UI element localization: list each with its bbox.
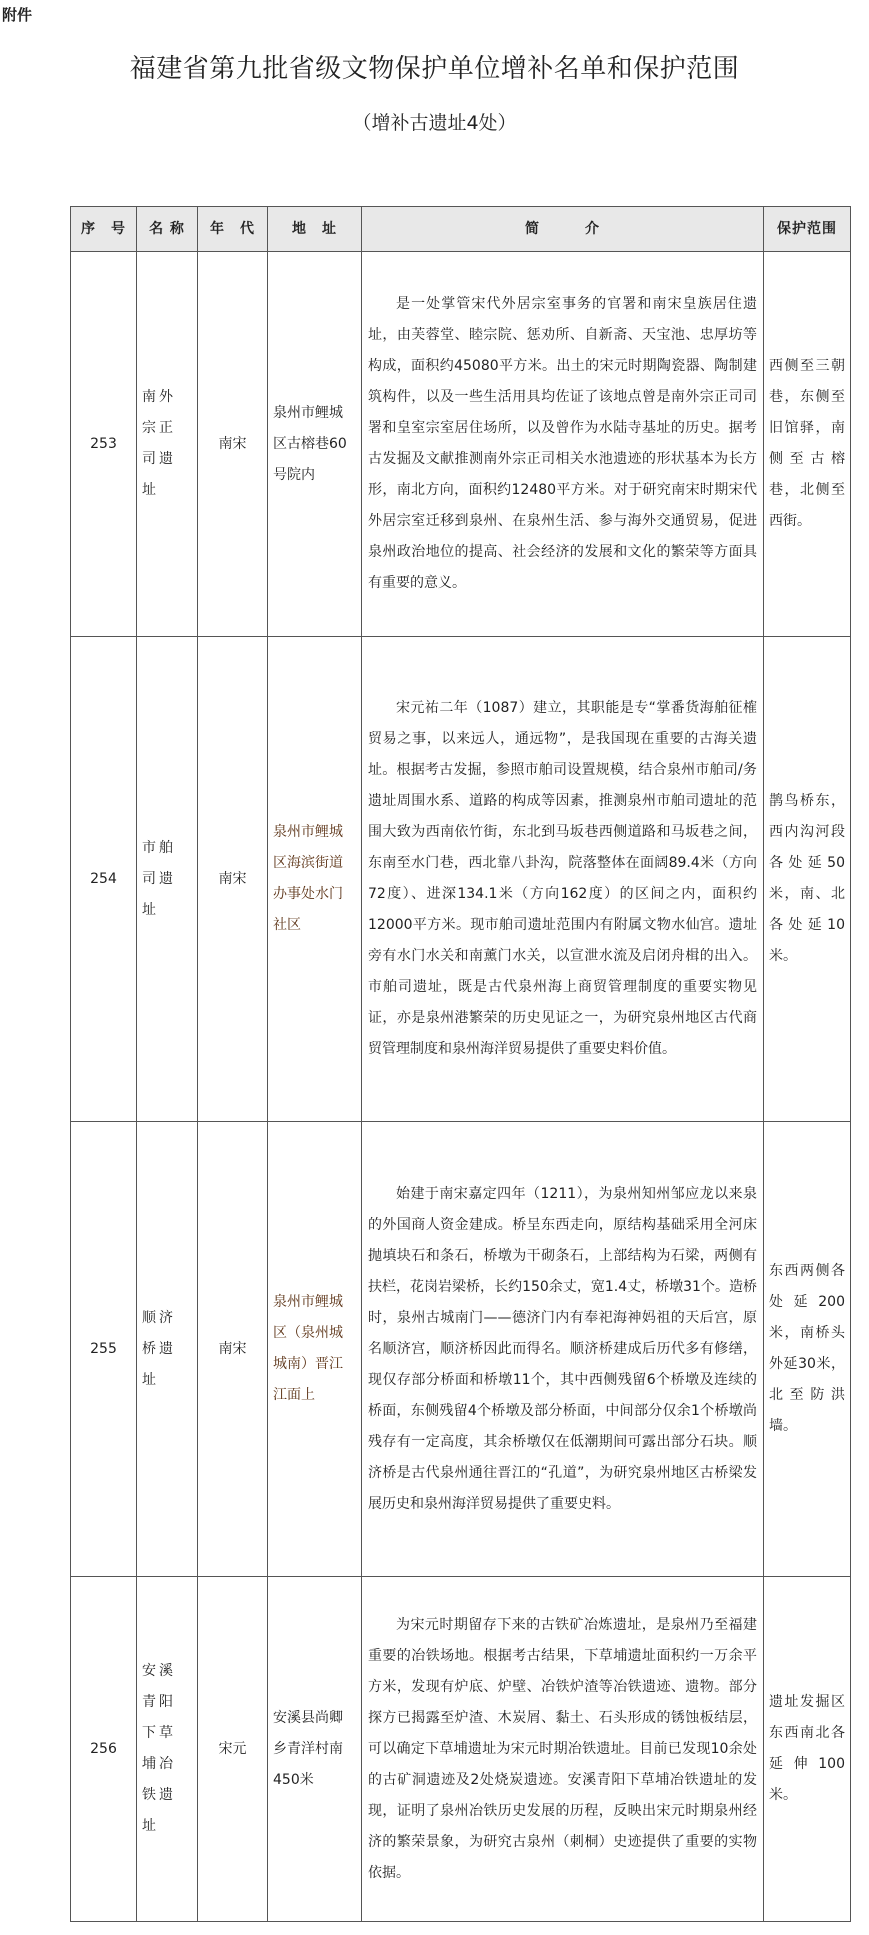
row-era: 宋元	[198, 1577, 268, 1922]
row-address: 泉州市鲤城区海滨街道办事处水门社区	[268, 637, 362, 1122]
row-intro-text: 为宋元时期留存下来的古铁矿冶炼遗址，是泉州乃至福建重要的冶铁场地。根据考古结果，下草埔遗址面积约一万余平方米，发现有炉底、炉壁、冶铁炉渣等冶铁遗迹、遗物。部分探方已揭露至炉渣、木炭屑、黏土、石头形成的锈蚀板结层，可以确定下草埔遗址为宋元时期冶铁遗址。目前已发现10余处的古矿洞遗迹及2处烧炭遗迹。安溪青阳下草埔冶铁遗址的发现，证明了泉州冶铁历史发展的历程，反映出宋元时期泉州经济的繁荣景象，为研究古泉州（刺桐）史迹提供了重要的实物依据。	[368, 1616, 757, 1881]
row-range: 西侧至三朝巷，东侧至旧馆驿，南侧至古榕巷，北侧至西街。	[764, 252, 851, 637]
row-address: 泉州市鲤城区（泉州城城南）晋江江面上	[268, 1122, 362, 1577]
table-header-row	[71, 207, 851, 252]
row-no: 255	[71, 1122, 137, 1577]
header-name: 名 称	[137, 207, 198, 252]
row-era: 南宋	[198, 637, 268, 1122]
table-row	[71, 1122, 851, 1577]
row-intro	[362, 637, 764, 1122]
header-intro: 简 介	[362, 207, 764, 252]
row-intro-text: 是一处掌管宋代外居宗室事务的官署和南宋皇族居住遗址，由芙蓉堂、睦宗院、惩劝所、自新斋、天宝池、忠厚坊等构成，面积约45080平方米。出土的宋元时期陶瓷器、陶制建筑构件，以及一些生活用具均佐证了该地点曾是南外宗正司司署和皇室宗室居住场所，以及曾作为水陆寺基址的历史。据考古发掘及文献推测南外宗正司相关水池遗迹的形状基本为长方形，南北方向，面积约12480平方米。对于研究南宋时期宋代外居宗室迁移到泉州、在泉州生活、参与海外交通贸易，促进泉州政治地位的提高、社会经济的发展和文化的繁荣等方面具有重要的意义。	[368, 296, 757, 591]
row-range: 鹊鸟桥东，西内沟河段各处延50米，南、北各处延10米。	[764, 637, 851, 1122]
row-range: 遗址发掘区东西南北各延伸100米。	[764, 1577, 851, 1922]
header-no: 序 号	[71, 207, 137, 252]
page-subtitle: （增补古遗址4处）	[352, 112, 517, 134]
row-name: 南外宗正司遗址	[137, 252, 198, 637]
row-intro	[362, 1122, 764, 1577]
row-intro	[362, 252, 764, 637]
row-address: 泉州市鲤城区古榕巷60号院内	[268, 252, 362, 637]
row-no: 254	[71, 637, 137, 1122]
table-row	[71, 637, 851, 1122]
row-name: 顺济桥遗址	[137, 1122, 198, 1577]
row-no: 256	[71, 1577, 137, 1922]
header-range: 保护范围	[764, 207, 851, 252]
table-row	[71, 252, 851, 637]
attachment-label: 附件	[2, 6, 33, 24]
row-intro-text: 始建于南宋嘉定四年（1211），为泉州知州邹应龙以来泉的外国商人资金建成。桥呈东西走向，原结构基础采用全河床抛填块石和条石，桥墩为干砌条石，上部结构为石梁，两侧有扶栏，花岗岩梁桥，长约150余丈，宽1.4丈，桥墩31个。造桥时，泉州古城南门——德济门内有奉祀海神妈祖的天后宫，原名顺济宫，顺济桥因此而得名。顺济桥建成后历代多有修缮，现仅存部分桥面和桥墩11个，其中西侧残留6个桥墩及连续的桥面，东侧残留4个桥墩及部分桥面，中间部分仅余1个桥墩尚残存有一定高度，其余桥墩仅在低潮期间可露出部分石块。顺济桥是古代泉州通往晋江的“孔道”，为研究泉州地区古桥梁发展历史和泉州海洋贸易提供了重要史料。	[368, 1185, 757, 1512]
row-era: 南宋	[198, 252, 268, 637]
table-row	[71, 1577, 851, 1922]
page-title: 福建省第九批省级文物保护单位增补名单和保护范围	[129, 54, 740, 84]
row-intro-text: 宋元祐二年（1087）建立，其职能是专“掌番货海舶征榷贸易之事，以来远人，通远物”，是我国现在重要的古海关遗址。根据考古发掘，参照市舶司设置规模，结合泉州市舶司/务遗址周围水系、道路的构成等因素，推测泉州市舶司遗址的范围大致为西南依竹街，东北到马坂巷西侧道路和马坂巷之间，东南至水门巷，西北靠八卦沟，院落整体在面阔89.4米（方向72度）、进深134.1米（方向162度）的区间之内，面积约12000平方米。现市舶司遗址范围内有附属文物水仙宫。遗址旁有水门水关和南薰门水关，以宣泄水流及启闭舟楫的出入。市舶司遗址，既是古代泉州海上商贸管理制度的重要实物见证，亦是泉州港繁荣的历史见证之一，为研究泉州地区古代商贸管理制度和泉州海洋贸易提供了重要史料价值。	[368, 700, 757, 1057]
row-no: 253	[71, 252, 137, 637]
heritage-table	[70, 206, 851, 1922]
row-range: 东西两侧各处延200米，南桥头外延30米，北至防洪墙。	[764, 1122, 851, 1577]
row-name: 市舶司遗址	[137, 637, 198, 1122]
header-era: 年 代	[198, 207, 268, 252]
row-intro	[362, 1577, 764, 1922]
header-address: 地 址	[268, 207, 362, 252]
row-era: 南宋	[198, 1122, 268, 1577]
row-name: 安溪青阳下草埔冶铁遗址	[137, 1577, 198, 1922]
row-address: 安溪县尚卿乡青洋村南450米	[268, 1577, 362, 1922]
